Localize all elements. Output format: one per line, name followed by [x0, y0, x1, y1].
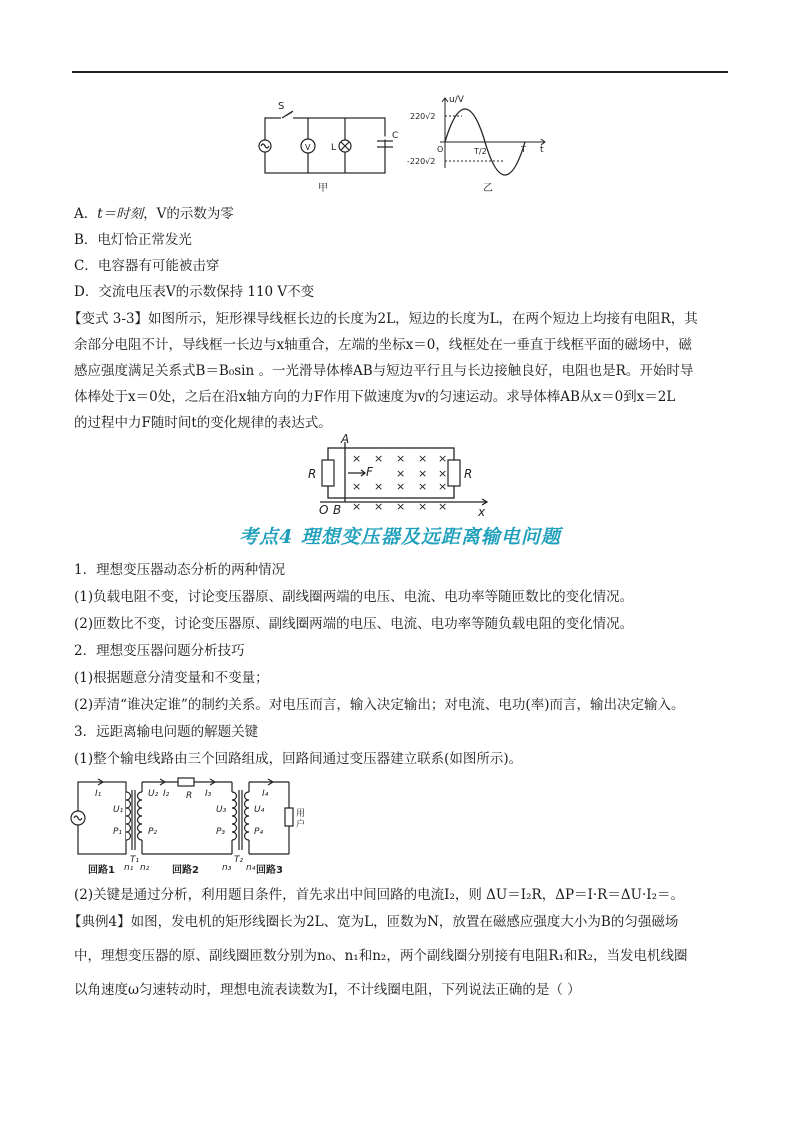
caption-yi: 乙 — [483, 183, 493, 194]
figure-frame — [0, 432, 800, 522]
circuit-jia — [259, 112, 393, 173]
voltmeter-label: V — [305, 143, 311, 152]
capacitor-label: C — [392, 131, 399, 141]
cross: × — [374, 480, 384, 493]
section-heading: 考点4 理想变压器及远距离输电问题 — [239, 526, 561, 548]
label-f: F — [366, 465, 373, 479]
variant33-line5: 的过程中力F随时间t的变化规律的表达式。 — [74, 415, 332, 431]
label-r-left: R — [308, 467, 317, 481]
variant33-tag: 【变式 3-3】 — [68, 311, 149, 327]
cross: × — [418, 500, 428, 513]
section4-item-7: 3．远距离输电问题的解题关键 — [74, 724, 259, 740]
cross: × — [438, 480, 448, 493]
cross: × — [418, 452, 428, 465]
cross: × — [352, 500, 362, 513]
cross: × — [352, 480, 362, 493]
option-c: C．电容器有可能被击穿 — [74, 258, 220, 274]
label-r-right: R — [464, 467, 473, 481]
cross: × — [396, 500, 406, 513]
label-P1: P₁ — [113, 827, 123, 837]
header-rule — [72, 71, 728, 73]
label-I1: I₁ — [95, 789, 102, 799]
variant33-line2: 余部分电阻不计，导线框一长边与x轴重合，左端的坐标x＝0，线框处在一垂直于线框平面的磁场中，磁 — [74, 337, 692, 353]
loop2-label: 回路2 — [172, 865, 199, 876]
cross: × — [438, 467, 448, 480]
cross: × — [418, 480, 428, 493]
label-U2: U₂ — [148, 789, 159, 799]
section4-item-3: (2)匝数比不变，讨论变压器原、副线圈两端的电压、电流、电功率等随负载电阻的变化情况。 — [74, 616, 634, 632]
option-a: A．t＝时刻，V的示数为零 — [74, 206, 234, 222]
label-a: A — [341, 432, 350, 446]
section4-item-6: (2)弄清“谁决定谁”的制约关系。对电压而言，输入决定输出；对电流、电功(率)而言，输出决定输入。 — [74, 697, 685, 713]
label-n1: n₁ — [124, 863, 134, 873]
period-label: T — [521, 145, 526, 154]
cross: × — [396, 452, 406, 465]
lamp-label: L — [331, 143, 337, 153]
option-d: D．交流电压表V的示数保持 110 V不变 — [74, 284, 315, 300]
cross: × — [438, 452, 448, 465]
label-T2: T₂ — [234, 855, 244, 865]
user-label-2: 户 — [296, 820, 306, 830]
label-n3: n₃ — [222, 863, 232, 873]
waveform-yi — [440, 98, 545, 175]
cross: × — [396, 480, 406, 493]
example4-line3: 以角速度ω匀速转动时，理想电流表读数为I，不计线圈电阻，下列说法正确的是（ ） — [74, 982, 581, 998]
section4-item-5: (1)根据题意分清变量和不变量； — [74, 670, 269, 686]
section4-item-4: 2．理想变压器问题分析技巧 — [74, 643, 245, 659]
section4-item-1: 1．理想变压器动态分析的两种情况 — [74, 562, 286, 578]
caption-jia: 甲 — [318, 183, 328, 194]
figure-transmission — [0, 770, 800, 880]
label-b: B — [333, 503, 342, 517]
origin-label: O — [437, 145, 444, 154]
cross: × — [438, 500, 448, 513]
label-U3: U₃ — [216, 805, 227, 815]
switch-label: S — [278, 101, 285, 112]
label-U4: U₄ — [254, 805, 265, 815]
field-crosses — [352, 452, 447, 513]
variant33-line4: 体棒处于x＝0处，之后在沿x轴方向的力F作用下做速度为v的匀速运动。求导体棒AB从x＝0到x＝2L — [74, 389, 676, 405]
label-P2: P₂ — [148, 827, 158, 837]
label-T1: T₁ — [130, 855, 140, 865]
peak-positive: 220√2 — [410, 112, 436, 121]
label-o: O — [319, 503, 329, 517]
y-axis-label: u/V — [449, 95, 464, 105]
loop1-label: 回路1 — [88, 865, 115, 876]
peak-negative: -220√2 — [407, 157, 436, 166]
example4-line2: 中，理想变压器的原、副线圈匝数分别为n₀、n₁和n₂，两个副线圈分别接有电阻R₁和R₂，当发电机线圈 — [74, 948, 688, 964]
option-b: B．电灯恰正常发光 — [74, 232, 192, 248]
user-label-1: 用 — [296, 809, 306, 819]
label-x: x — [478, 505, 486, 519]
section4-item-2: (1)负载电阻不变，讨论变压器原、副线圈两端的电压、电流、电功率等随匝数比的变化情况。 — [74, 589, 634, 605]
section4-after-figure: (2)关键是通过分析，利用题目条件，首先求出中间回路的电流I₂，则 ΔU＝I₂R，ΔP＝I·R＝ΔU·I₂＝。 — [74, 887, 684, 903]
label-U1: U₁ — [113, 805, 124, 815]
cross: × — [374, 500, 384, 513]
example4-line1: 【典例4】如图，发电机的矩形线圈长为2L、宽为L，匝数为N，放置在磁感应强度大小为B的匀强磁场 — [68, 914, 679, 930]
label-P4: P₄ — [254, 827, 264, 837]
loop3-label: 回路3 — [256, 865, 283, 876]
label-I2: I₂ — [163, 789, 170, 799]
cross: × — [374, 452, 384, 465]
example4-tag: 【典例4】 — [68, 914, 131, 930]
label-I4: I₄ — [262, 789, 269, 799]
variant33-line3: 感应强度满足关系式B＝B₀sin 。一光滑导体棒AB与短边平行且与长边接触良好，电阻也是R。开始时导 — [74, 363, 694, 379]
cross: × — [352, 452, 362, 465]
half-period-label: T/2 — [474, 147, 487, 156]
label-n4: n₄ — [246, 863, 256, 873]
x-axis-label: t — [540, 145, 544, 155]
label-I3: I₃ — [205, 789, 212, 799]
cross: × — [418, 467, 428, 480]
section4-item-8: (1)整个输电线路由三个回路组成，回路间通过变压器建立联系(如图所示)。 — [74, 751, 523, 767]
variant33-line1: 【变式 3-3】如图所示，矩形裸导线框长边的长度为2L，短边的长度为L，在两个短边上均接有电阻R，其 — [68, 311, 698, 327]
label-P3: P₃ — [216, 827, 226, 837]
label-n2: n₂ — [140, 863, 150, 873]
label-R: R — [186, 791, 193, 801]
cross: × — [396, 467, 406, 480]
